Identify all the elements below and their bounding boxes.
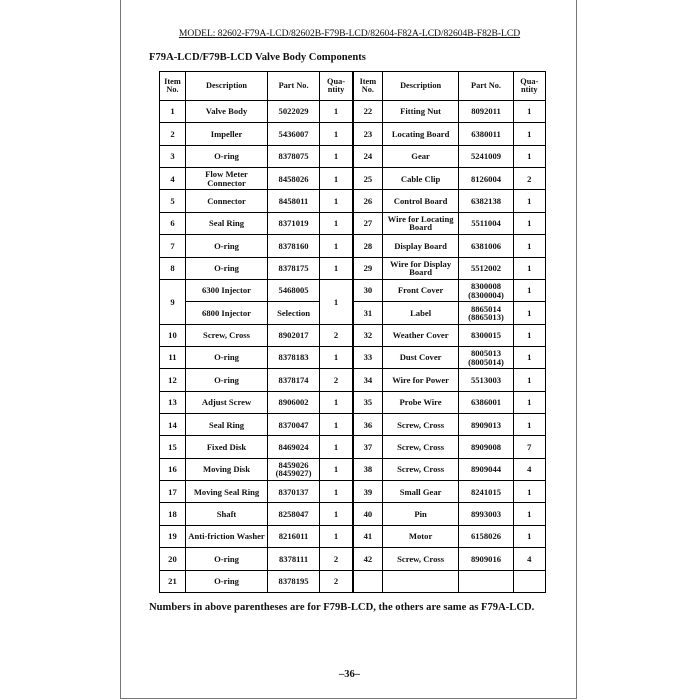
cell-part: 8378160 [268, 235, 320, 257]
cell-desc: Screw, Cross [382, 458, 459, 480]
cell-qty: 1 [320, 145, 354, 167]
cell-part: 8300015 [459, 324, 513, 346]
cell-part: 8909013 [459, 414, 513, 436]
cell-desc: O-ring [185, 369, 267, 391]
cell-part: 5512002 [459, 257, 513, 279]
cell-part: 8378111 [268, 548, 320, 570]
cell-desc: Cable Clip [382, 168, 459, 190]
cell-item: 4 [160, 168, 186, 190]
cell-item: 25 [353, 168, 382, 190]
header-part-no: Part No. [459, 72, 513, 101]
cell-desc: Small Gear [382, 481, 459, 503]
cell-item: 40 [353, 503, 382, 525]
cell-item: 6 [160, 212, 186, 234]
cell-qty: 1 [513, 190, 545, 212]
cell-qty: 2 [513, 168, 545, 190]
cell-item: 15 [160, 436, 186, 458]
cell-desc: Wire for Locating Board [382, 212, 459, 234]
cell-qty: 2 [320, 369, 354, 391]
cell-qty: 1 [513, 279, 545, 301]
cell-desc: Flow Meter Connector [185, 168, 267, 190]
table-row [160, 346, 546, 368]
cell-item: 5 [160, 190, 186, 212]
cell-qty: 1 [513, 235, 545, 257]
cell-item: 26 [353, 190, 382, 212]
cell-qty: 1 [513, 481, 545, 503]
cell-desc: Adjust Screw [185, 391, 267, 413]
cell-item: 17 [160, 481, 186, 503]
cell-qty: 1 [320, 168, 354, 190]
cell-qty: 1 [513, 525, 545, 547]
cell-part: 6382138 [459, 190, 513, 212]
cell-qty: 1 [513, 324, 545, 346]
cell-qty: 1 [513, 346, 545, 368]
cell-part: 8371019 [268, 212, 320, 234]
header-part-no: Part No. [268, 72, 320, 101]
header-item-no: Item No. [160, 72, 186, 101]
parts-table [159, 71, 546, 593]
cell-item: 2 [160, 123, 186, 145]
cell-item: 36 [353, 414, 382, 436]
cell-part: 8092011 [459, 101, 513, 123]
table-row [160, 302, 546, 324]
table-row [160, 145, 546, 167]
cell-part: 5022029 [268, 101, 320, 123]
cell-desc: 6800 Injector [185, 302, 267, 324]
table-row [160, 391, 546, 413]
cell-qty: 2 [320, 570, 354, 592]
cell-item: 29 [353, 257, 382, 279]
cell-qty: 1 [320, 279, 354, 324]
cell-part: 5468005 [268, 279, 320, 301]
cell-item: 27 [353, 212, 382, 234]
cell-item: 23 [353, 123, 382, 145]
table-row [160, 458, 546, 480]
cell-desc: Fitting Nut [382, 101, 459, 123]
header-quantity: Qua-ntity [320, 72, 354, 101]
cell-qty: 1 [320, 503, 354, 525]
cell-part: 8909016 [459, 548, 513, 570]
cell-item: 20 [160, 548, 186, 570]
cell-qty: 1 [513, 503, 545, 525]
cell-part: 8459026 (8459027) [268, 458, 320, 480]
cell-item: 8 [160, 257, 186, 279]
cell-qty [513, 570, 545, 592]
table-header-row [160, 72, 546, 101]
cell-qty: 1 [320, 346, 354, 368]
cell-desc: Seal Ring [185, 212, 267, 234]
cell-part [459, 570, 513, 592]
cell-qty: 1 [513, 302, 545, 324]
manual-page [120, 0, 577, 699]
page-number: –36– [339, 669, 360, 680]
cell-part: 8909044 [459, 458, 513, 480]
cell-desc: Anti-friction Washer [185, 525, 267, 547]
cell-desc: Wire for Power [382, 369, 459, 391]
cell-desc: Moving Disk [185, 458, 267, 480]
cell-qty: 1 [320, 391, 354, 413]
cell-qty: 1 [513, 391, 545, 413]
cell-desc: Screw, Cross [382, 436, 459, 458]
cell-desc: 6300 Injector [185, 279, 267, 301]
cell-item: 14 [160, 414, 186, 436]
cell-desc: O-ring [185, 548, 267, 570]
cell-part: 6380011 [459, 123, 513, 145]
cell-qty: 1 [320, 481, 354, 503]
cell-qty: 1 [320, 414, 354, 436]
cell-item: 10 [160, 324, 186, 346]
cell-qty: 1 [513, 414, 545, 436]
cell-part: 8216011 [268, 525, 320, 547]
cell-desc: O-ring [185, 570, 267, 592]
cell-qty: 1 [320, 235, 354, 257]
cell-part: 8005013 (8005014) [459, 346, 513, 368]
cell-desc: Screw, Cross [382, 414, 459, 436]
cell-qty: 1 [513, 101, 545, 123]
cell-item: 41 [353, 525, 382, 547]
cell-desc [382, 570, 459, 592]
cell-part: 6381006 [459, 235, 513, 257]
cell-part: 8378075 [268, 145, 320, 167]
cell-part: 5241009 [459, 145, 513, 167]
cell-item: 11 [160, 346, 186, 368]
cell-item: 37 [353, 436, 382, 458]
cell-qty: 1 [320, 525, 354, 547]
cell-desc: O-ring [185, 257, 267, 279]
cell-part: 6386001 [459, 391, 513, 413]
table-row [160, 190, 546, 212]
cell-part: 5511004 [459, 212, 513, 234]
cell-item: 28 [353, 235, 382, 257]
cell-part: 8258047 [268, 503, 320, 525]
header-quantity: Qua-ntity [513, 72, 545, 101]
cell-desc: Pin [382, 503, 459, 525]
cell-qty: 2 [320, 324, 354, 346]
cell-part: 8126004 [459, 168, 513, 190]
cell-part: 8378195 [268, 570, 320, 592]
cell-desc: Dust Cover [382, 346, 459, 368]
cell-part: 8993003 [459, 503, 513, 525]
cell-qty: 7 [513, 436, 545, 458]
cell-desc: Connector [185, 190, 267, 212]
cell-part: 5436007 [268, 123, 320, 145]
cell-desc: Locating Board [382, 123, 459, 145]
cell-item: 32 [353, 324, 382, 346]
cell-qty: 1 [320, 436, 354, 458]
table-row [160, 548, 546, 570]
cell-part: 6158026 [459, 525, 513, 547]
model-header: MODEL: 82602-F79A-LCD/82602B-F79B-LCD/82604-F82A-LCD/82604B-F82B-LCD [178, 28, 521, 39]
cell-item: 16 [160, 458, 186, 480]
cell-part: 8909008 [459, 436, 513, 458]
cell-item: 9 [160, 279, 186, 324]
cell-item: 21 [160, 570, 186, 592]
cell-desc: Front Cover [382, 279, 459, 301]
table-row [160, 212, 546, 234]
cell-desc: Gear [382, 145, 459, 167]
cell-part: 8458026 [268, 168, 320, 190]
cell-item: 22 [353, 101, 382, 123]
section-title: F79A-LCD/F79B-LCD Valve Body Components [149, 52, 366, 63]
cell-desc: Seal Ring [185, 414, 267, 436]
cell-qty: 1 [513, 369, 545, 391]
cell-item: 42 [353, 548, 382, 570]
cell-item [353, 570, 382, 592]
cell-qty: 4 [513, 548, 545, 570]
cell-desc: Impeller [185, 123, 267, 145]
header-description: Description [382, 72, 459, 101]
cell-part: 8378183 [268, 346, 320, 368]
cell-desc: O-ring [185, 346, 267, 368]
cell-part: Selection [268, 302, 320, 324]
cell-part: 8370047 [268, 414, 320, 436]
cell-part: 5513003 [459, 369, 513, 391]
cell-desc: O-ring [185, 235, 267, 257]
header-description: Description [185, 72, 267, 101]
cell-item: 33 [353, 346, 382, 368]
cell-desc: Wire for Display Board [382, 257, 459, 279]
cell-desc: Weather Cover [382, 324, 459, 346]
cell-qty: 1 [513, 145, 545, 167]
cell-item: 30 [353, 279, 382, 301]
table-row [160, 123, 546, 145]
table-row [160, 503, 546, 525]
cell-desc: O-ring [185, 145, 267, 167]
cell-qty: 1 [320, 458, 354, 480]
cell-qty: 4 [513, 458, 545, 480]
table-row [160, 257, 546, 279]
table-row [160, 369, 546, 391]
table-row [160, 279, 546, 301]
cell-qty: 1 [320, 257, 354, 279]
cell-item: 35 [353, 391, 382, 413]
cell-part: 8906002 [268, 391, 320, 413]
header-item-no: Item No. [353, 72, 382, 101]
cell-item: 39 [353, 481, 382, 503]
cell-desc: Motor [382, 525, 459, 547]
cell-desc: Shaft [185, 503, 267, 525]
cell-part: 8378174 [268, 369, 320, 391]
cell-desc: Valve Body [185, 101, 267, 123]
table-row [160, 436, 546, 458]
cell-desc: Moving Seal Ring [185, 481, 267, 503]
cell-item: 19 [160, 525, 186, 547]
cell-desc: Display Board [382, 235, 459, 257]
cell-item: 12 [160, 369, 186, 391]
table-row [160, 481, 546, 503]
cell-desc: Probe Wire [382, 391, 459, 413]
cell-part: 8458011 [268, 190, 320, 212]
cell-qty: 1 [320, 212, 354, 234]
table-row [160, 235, 546, 257]
cell-qty: 1 [320, 101, 354, 123]
cell-qty: 1 [513, 257, 545, 279]
cell-item: 13 [160, 391, 186, 413]
cell-item: 1 [160, 101, 186, 123]
cell-part: 8241015 [459, 481, 513, 503]
table-row [160, 414, 546, 436]
cell-qty: 1 [513, 212, 545, 234]
cell-desc: Control Board [382, 190, 459, 212]
table-row [160, 168, 546, 190]
cell-desc: Label [382, 302, 459, 324]
cell-part: 8300008 (8300004) [459, 279, 513, 301]
cell-part: 8378175 [268, 257, 320, 279]
cell-item: 3 [160, 145, 186, 167]
cell-part: 8469024 [268, 436, 320, 458]
cell-part: 8902017 [268, 324, 320, 346]
cell-desc: Screw, Cross [382, 548, 459, 570]
table-row [160, 570, 546, 592]
cell-item: 34 [353, 369, 382, 391]
cell-item: 18 [160, 503, 186, 525]
table-row [160, 101, 546, 123]
cell-desc: Screw, Cross [185, 324, 267, 346]
cell-item: 24 [353, 145, 382, 167]
footnote: Numbers in above parentheses are for F79B-LCD, the others are same as F79A-LCD. [149, 602, 535, 613]
cell-qty: 1 [513, 123, 545, 145]
cell-part: 8865014 (8865013) [459, 302, 513, 324]
cell-qty: 1 [320, 123, 354, 145]
cell-item: 38 [353, 458, 382, 480]
cell-qty: 2 [320, 548, 354, 570]
cell-item: 31 [353, 302, 382, 324]
cell-item: 7 [160, 235, 186, 257]
table-row [160, 525, 546, 547]
table-row [160, 324, 546, 346]
cell-qty: 1 [320, 190, 354, 212]
cell-desc: Fixed Disk [185, 436, 267, 458]
cell-part: 8370137 [268, 481, 320, 503]
